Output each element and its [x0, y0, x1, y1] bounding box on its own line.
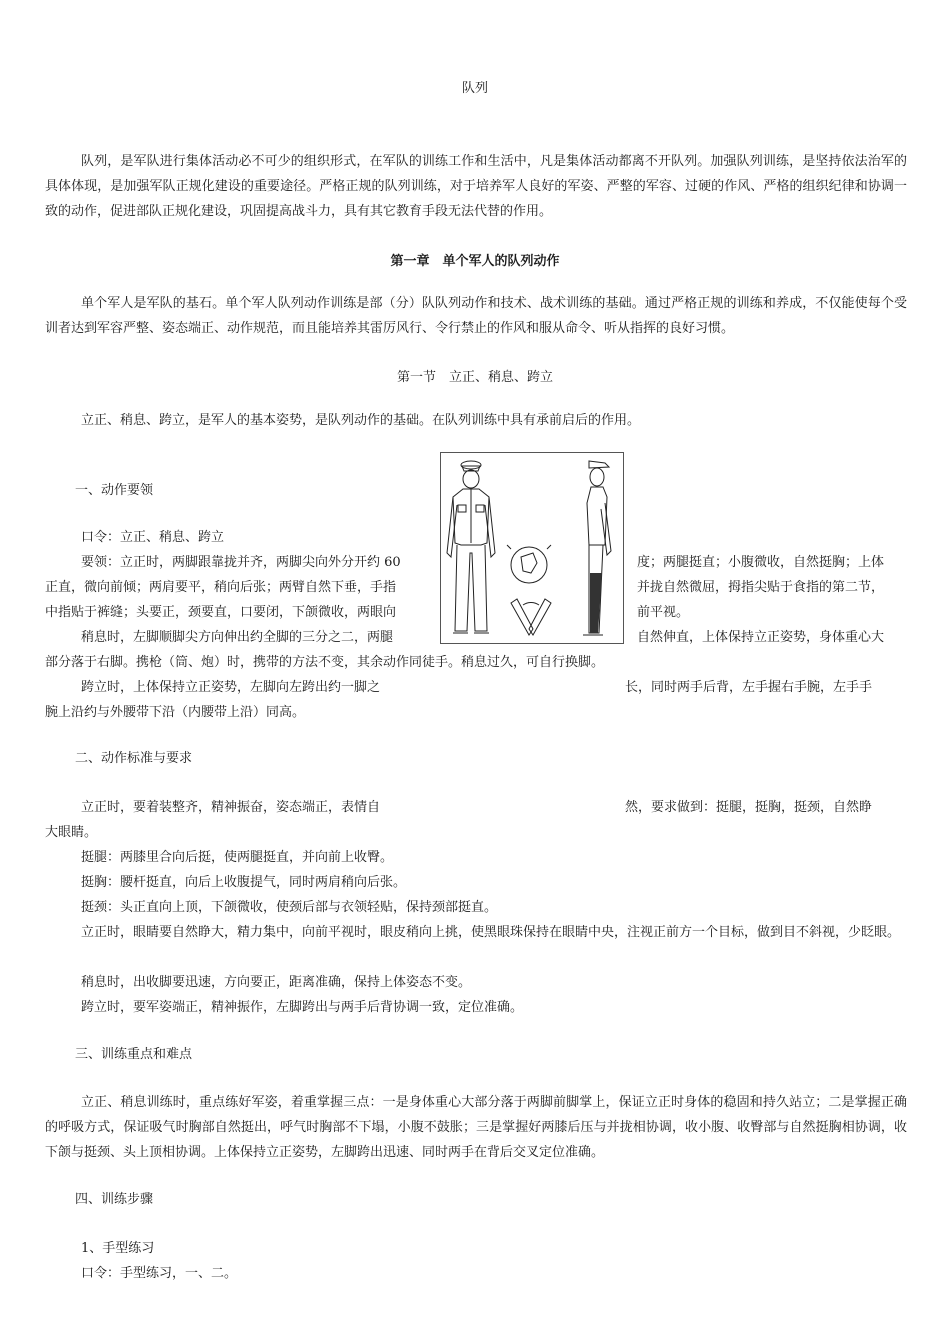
section-intro: 立正、稍息、跨立，是军人的基本姿势，是队列动作的基础。在队列训练中具有承前启后的作用。: [81, 413, 641, 428]
heading-standards: 二、动作标准与要求: [75, 751, 193, 766]
essentials-line1-right: 度；两腿挺直；小腹微收，自然挺胸；上体: [637, 555, 885, 570]
parade-line2: 腕上沿约与外腰带下沿（内腰带上沿）同高。: [45, 705, 306, 720]
essentials-line3-right: 前平视。: [637, 605, 690, 620]
intro-paragraph: 队列，是军队进行集体活动必不可少的组织形式，在军队的训练工作和生活中，凡是集体活动都离不开队列。加强队列训练，是坚持依法治军的具体体现，是加强军队正规化建设的重要途径。严格正规的队列训练，对于培养军人良好的军姿、严整的军容、过硬的作风、严格的组织纪律和协调一致的动作，促进部队正规化建设，巩固提高战斗力，具有其它教育手段无法代替的作用。: [45, 154, 907, 219]
chapter-title: 第一章 单个军人的队列动作: [390, 254, 560, 269]
heading-keypoints: 三、训练重点和难点: [75, 1047, 193, 1062]
eyes-requirement: 立正时，眼睛要自然睁大，精力集中，向前平视时，眼皮稍向上挑，使黑眼珠保持在眼睛中央，注视正前方一个目标，做到目不斜视，少眨眼。: [81, 925, 901, 940]
parade-line1-right: 长，同时两手后背，左手握右手腕，左手手: [625, 680, 873, 695]
heading-essentials: 一、动作要领: [75, 483, 154, 498]
chapter-intro-paragraph: 单个军人是军队的基石。单个军人队列动作训练是部（分）队队列动作和技术、战术训练的基础。通过严格正规的训练和养成，不仅能使每个受训者达到军容严整、姿态端正、动作规范，而且能培养其雷厉风行、令行禁止的作风和服从命令、听从指挥的良好习惯。: [45, 296, 907, 336]
standard-line1-right: 然，要求做到：挺腿，挺胸，挺颈，自然睁: [625, 800, 873, 815]
rest-line1-right: 自然伸直，上体保持立正姿势，身体重心大: [637, 630, 885, 645]
heading-steps: 四、训练步骤: [75, 1192, 154, 1207]
document-title: 队列: [461, 81, 488, 96]
rest-line1-left: 稍息时，左脚顺脚尖方向伸出约全脚的三分之二，两腿: [81, 630, 394, 645]
essentials-line2-right: 并拢自然微屈，拇指尖贴于食指的第二节，: [637, 580, 885, 595]
legs-requirement: 挺腿：两膝里合向后挺，使两腿挺直，并向前上收臀。: [81, 850, 394, 865]
posture-illustration: [440, 452, 624, 644]
essentials-line3-left: 中指贴于裤缝；头要正，颈要直，口要闭，下颌微收，两眼向: [45, 605, 397, 620]
essentials-line2-left: 正直，微向前倾；两肩要平，稍向后张；两臂自然下垂，手指: [45, 580, 397, 595]
rest-requirement: 稍息时，出收脚要迅速，方向要正，距离准确，保持上体姿态不变。: [81, 975, 472, 990]
parade-line1-left: 跨立时，上体保持立正姿势，左脚向左跨出约一脚之: [81, 680, 381, 695]
parade-requirement: 跨立时，要军姿端正，精神振作，左脚跨出与两手后背协调一致，定位准确。: [81, 1000, 524, 1015]
step-1-command: 口令：手型练习，一、二。: [81, 1266, 238, 1281]
chest-requirement: 挺胸：腰杆挺直，向后上收腹提气，同时两肩稍向后张。: [81, 875, 407, 890]
neck-requirement: 挺颈：头正直向上顶，下颌微收，使颈后部与衣领轻贴，保持颈部挺直。: [81, 900, 498, 915]
essentials-line1-left: 要领：立正时，两脚跟靠拢并齐，两脚尖向外分开约 60: [81, 555, 401, 570]
keypoints-paragraph: 立正、稍息训练时，重点练好军姿，着重掌握三点：一是身体重心大部分落于两脚前脚掌上，保证立正时身体的稳固和持久站立；二是掌握正确的呼吸方式，保证吸气时胸部自然挺出，呼气时胸部不下塌，小腹不鼓胀；三是掌握好两膝后压与并拢相协调，收小腹、收臀部与自然挺胸相协调，收下颌与挺颈、头上顶相协调。上体保持立正姿势，左脚跨出迅速、同时两手在背后交叉定位准确。: [45, 1095, 907, 1160]
command-line: 口令：立正、稍息、跨立: [81, 530, 225, 545]
standard-line1-left: 立正时，要着装整齐，精神振奋，姿态端正，表情自: [81, 800, 381, 815]
rest-line2: 部分落于右脚。携枪（筒、炮）时，携带的方法不变，其余动作同徒手。稍息过久，可自行换脚。: [45, 655, 605, 670]
section-title: 第一节 立正、稍息、跨立: [396, 370, 553, 385]
step-1-heading: 1、手型练习: [81, 1241, 155, 1256]
standard-line2: 大眼睛。: [45, 825, 98, 840]
